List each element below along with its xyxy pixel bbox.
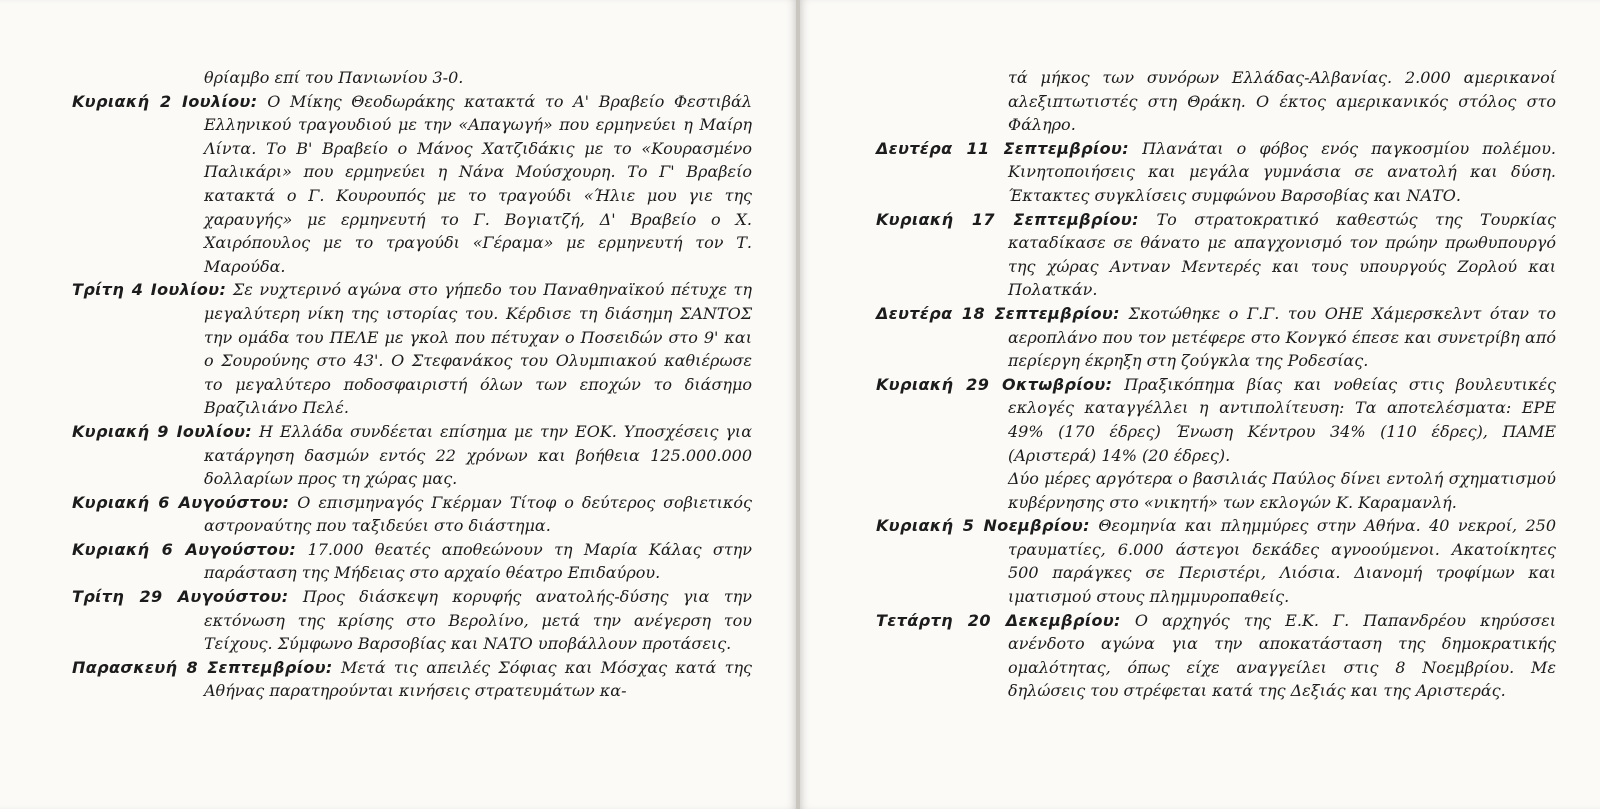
- entry-text: Ο Μίκης Θεοδωράκης κατακτά το Α' Βραβείο Φεστιβάλ Ελληνικού τραγουδιού με την «Απαγωγή» που ερμηνεύει η Μαίρη Λίντα. Το Β' Βραβείο ο Μάνος Χατζιδάκις με το «Κουρασμένο Παλικάρι» που ερμηνεύει η Νάνα Μούσχουρη. Το Γ' Βραβείο κατακτά ο Γ. Κουρουπός με το τραγούδι «Ήλιε μου γιε της χαραυγής» με ερμηνευτή το Γ. Βογιατζή, Δ' Βραβείο ο Χ. Χαιρόπουλος με το τραγούδι «Γέραμα» με ερμηνευτή τον Τ. Μαρούδα.: [204, 91, 753, 276]
- chronology-entry: [876, 514, 1556, 608]
- chronology-entry: [72, 656, 752, 703]
- entry-date: Κυριακή 6 Αυγούστου:: [72, 492, 290, 512]
- left-lead-paragraph: [72, 66, 752, 90]
- entry-date: Παρασκευή 8 Σεπτεμβρίου:: [72, 657, 333, 677]
- chronology-entry: [72, 585, 752, 656]
- chronology-entry: [72, 420, 752, 491]
- entry-text: 17.000 θεατές αποθεώνουν τη Μαρία Κάλας στην παράσταση της Μήδειας στο αρχαίο θέατρο Επιδαύρου.: [204, 539, 752, 583]
- entry-text: Προς διάσκεψη κορυφής ανατολής-δύσης για την εκτόνωση της κρίσης στο Βερολίνο, μετά την ανέγερση του Τείχους. Σύμφωνο Βαρσοβίας και ΝΑΤΟ υποβάλλουν προτάσεις.: [204, 587, 752, 654]
- left-page-text-column: [72, 66, 752, 703]
- chronology-entry: [876, 137, 1556, 208]
- entry-date: Κυριακή 9 Ιουλίου:: [72, 421, 253, 441]
- chronology-entry: [876, 302, 1556, 373]
- entry-note: Δύο μέρες αργότερα ο βασιλιάς Παύλος δίνει εντολή σχηματισμού κυβέρνησης στο «νικητή» των εκλογών Κ. Καραμανλή.: [1008, 469, 1556, 512]
- left-lead-text: θρίαμβο επί του Πανιωνίου 3-0.: [204, 68, 464, 87]
- entry-date: Κυριακή 29 Οκτωβρίου:: [876, 374, 1113, 394]
- entry-date: Τρίτη 4 Ιουλίου:: [72, 280, 227, 300]
- entry-date: Κυριακή 6 Αυγούστου:: [72, 539, 297, 559]
- entry-date: Κυριακή 17 Σεπτεμβρίου:: [876, 209, 1139, 229]
- chronology-entry: [72, 90, 752, 279]
- right-lead-text: τά μήκος των συνόρων Ελλάδας-Αλβανίας. 2.000 αμερικανοί αλεξιπτωτιστές στη Θράκη. Ο έκτος αμερικανικός στόλος στο Φάληρο.: [1008, 68, 1556, 135]
- chronology-entry: [72, 491, 752, 538]
- entry-date: Τρίτη 29 Αυγούστου:: [72, 587, 289, 607]
- chronology-entry: [876, 373, 1556, 515]
- chronology-entry: [876, 208, 1556, 302]
- entry-text: Σκοτώθηκε ο Γ.Γ. του ΟΗΕ Χάμερσκελντ όταν το αεροπλάνο που τον μετέφερε στο Κονγκό έπεσε και συνετρίβη από περίεργη έκρηξη στη ζούγκλα της Ροδεσίας.: [1008, 303, 1556, 371]
- entry-text: Μετά τις απειλές Σόφιας και Μόσχας κατά της Αθήνας παρατηρούνται κινήσεις στρατευμάτων κα-: [204, 657, 753, 701]
- chronology-entry: [876, 609, 1556, 703]
- entry-text: Θεομηνία και πλημμύρες στην Αθήνα. 40 νεκροί, 250 τραυματίες, 6.000 άστεγοι δεκάδες αγνοούμενοι. Ακατοίκητες 500 παράγκες σε Περιστέρι, Λιόσια. Διανομή τροφίμων και ιματισμού στους πλημμυροπαθείς.: [1008, 516, 1557, 607]
- entry-date: Τετάρτη 20 Δεκεμβρίου:: [876, 610, 1121, 630]
- entry-date: Κυριακή 2 Ιουλίου:: [72, 91, 258, 111]
- entry-text: Πραξικόπημα βίας και νοθείας στις βουλευτικές εκλογές καταγγέλλει η αντιπολίτευση: Τα αποτελέσματα: ΕΡΕ 49% (170 έδρες) Ένωση Κέντρου 34% (110 έδρες), ΠΑΜΕ (Αριστερά) 14% (20 έδρες).: [1008, 374, 1556, 465]
- right-page-text-column: [876, 66, 1556, 703]
- entry-text: Το στρατοκρατικό καθεστώς της Τουρκίας καταδίκασε σε θάνατο με απαγχονισμό τον πρώην πρωθυπουργό της χώρας Αντναν Μεντερές και τους υπουργούς Ζορλού και Πολατκάν.: [1008, 209, 1557, 300]
- left-page: [0, 0, 796, 809]
- entry-text: Πλανάται ο φόβος ενός παγκοσμίου πολέμου. Κινητοποιήσεις και μεγάλα γυμνάσια σε ανατολή και δύση. Έκτακτες συγκλίσεις συμφώνου Βαρσοβίας και ΝΑΤΟ.: [1008, 138, 1557, 205]
- entry-date: Δευτέρα 11 Σεπτεμβρίου:: [876, 138, 1130, 158]
- entry-text: Ο επισμηναγός Γκέρμαν Τίτοφ ο δεύτερος σοβιετικός αστροναύτης που ταξιδεύει στο διάστημα.: [204, 492, 752, 536]
- right-lead-paragraph: [876, 66, 1556, 137]
- entry-text: Ο αρχηγός της Ε.Κ. Γ. Παπανδρέου κηρύσσει ανένδοτο αγώνα για την αποκατάσταση της δημοκρατικής ομαλότητας, όπως είχε αναγγείλει στις 8 Νοεμβρίου. Με δηλώσεις του στρέφεται κατά της Δεξιάς και της Αριστεράς.: [1008, 610, 1556, 701]
- right-page: [800, 0, 1600, 809]
- entry-date: Κυριακή 5 Νοεμβρίου:: [876, 516, 1090, 536]
- chronology-entry: [72, 278, 752, 420]
- chronology-entry: [72, 538, 752, 585]
- entry-text: Σε νυχτερινό αγώνα στο γήπεδο του Παναθηναϊκού πέτυχε τη μεγαλύτερη νίκη της ιστορίας του. Κέρδισε τη διάσημη ΣΑΝΤΟΣ την ομάδα του ΠΕΛΕ με γκολ που πέτυχαν ο Ποσειδών στο 9' και ο Σουρούνης στο 43'. Ο Στεφανάκος του Ολυμπιακού καθιέρωσε το μεγαλύτερο ποδοσφαιριστή όλων των εποχών το διάσημο Βραζιλιάνο Πελέ.: [204, 280, 752, 418]
- entry-date: Δευτέρα 18 Σεπτεμβρίου:: [876, 303, 1120, 323]
- entry-text: Η Ελλάδα συνδέεται επίσημα με την ΕΟΚ. Υποσχέσεις για κατάργηση δασμών εντός 22 χρόνων και βοήθεια 125.000.000 δολλαρίων προς τη χώρας μας.: [204, 421, 752, 489]
